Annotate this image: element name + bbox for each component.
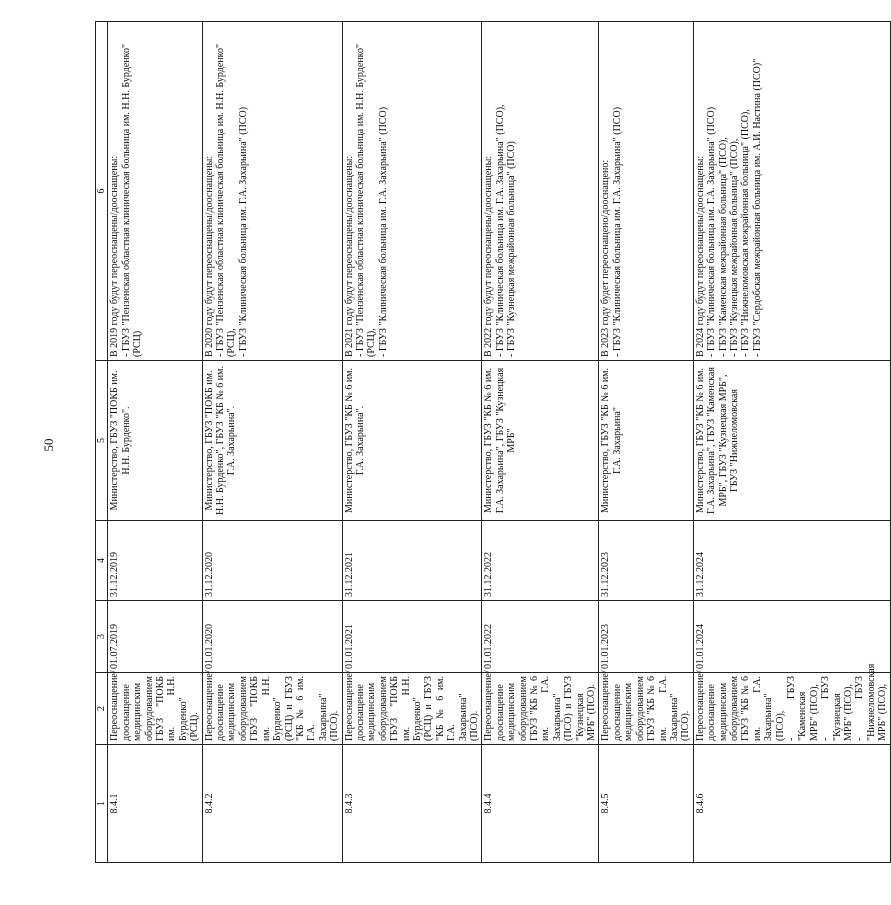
table-row	[693, 22, 890, 863]
expected-result	[482, 22, 599, 361]
end-date: 31.12.2019	[108, 521, 202, 601]
end-date: 31.12.2024	[693, 521, 890, 601]
result-line: - ГБУЗ "Пензенская областная клиническая больница им. Н.Н. Бурденко" (РСЦ),	[354, 43, 378, 357]
header-cell: 2	[96, 673, 108, 745]
responsible: Министерство, ГБУЗ "ПОКБ им. Н.Н. Бурденко", ГБУЗ "КБ № 6 им. Г.А. Захарьина".	[202, 361, 342, 521]
result-line: - ГБУЗ "Клиническая больница им. Г.А. Захарьина" (ПСО)	[377, 106, 389, 357]
responsible: Министерство, ГБУЗ "ПОКБ им. Н.Н. Бурденко".	[108, 361, 202, 521]
result-line: - ГБУЗ "Клиническая больница им. Г.А. Захарьина" (ПСО),	[494, 104, 506, 357]
table-row	[108, 22, 202, 863]
description-line: - ГБУЗ "Нижнеломовская МРБ" (ПСО),	[854, 663, 889, 741]
result-line: В 2022 году будут переоснащены/дооснащены:	[483, 155, 495, 357]
result-line: - ГБУЗ "Нижнеломовская межрайонная больница" (ПСО),	[740, 109, 752, 357]
activity-description: Переоснащение/дооснащение медицинским оборудованием ГБУЗ "ПОКБ им. Н.Н. Бурденко" (РСЦ) и ГБУЗ "КБ № 6 им. Г.А. Захарьина" (ПСО).	[202, 673, 342, 745]
header-cell: 3	[96, 601, 108, 673]
result-line: - ГБУЗ "Клиническая больница им. Г.А. Захарьина" (ПСО)	[706, 106, 718, 357]
row-number: 8.4.1	[108, 745, 202, 863]
result-line: - ГБУЗ "Клиническая больница им. Г.А. Захарьина" (ПСО)	[611, 106, 623, 357]
result-line: В 2020 году будут переоснащены/дооснащены:	[203, 155, 215, 357]
end-date: 31.12.2022	[482, 521, 599, 601]
start-date: 01.07.2019	[108, 601, 202, 673]
table-row	[482, 22, 599, 863]
row-number: 8.4.6	[693, 745, 890, 863]
result-line: В 2019 году будут переоснащены/дооснащены:	[109, 155, 121, 357]
description-line: Переоснащение/дооснащение медицинским оборудованием ГБУЗ "КБ № 6 им. Г.А. Захарьина" (ПСО),	[694, 670, 786, 741]
end-date: 31.12.2020	[202, 521, 342, 601]
activity-description: Переоснащение/дооснащение медицинским оборудованием ГБУЗ "ПОКБ им. Н.Н. Бурденко" (РСЦ) и ГБУЗ "КБ № 6 им. Г.А. Захарьина" (ПСО).	[342, 673, 482, 745]
activities-table	[95, 21, 891, 863]
start-date: 01.01.2023	[599, 601, 693, 673]
responsible: Министерство, ГБУЗ "КБ № 6 им. Г.А. Захарьина", ГБУЗ "Каменская МРБ", ГБУЗ "Кузнецкая МРБ", ГБУЗ "Нижнеломовская	[693, 361, 890, 521]
start-date: 01.01.2020	[202, 601, 342, 673]
row-number: 8.4.3	[342, 745, 482, 863]
table-row	[202, 22, 342, 863]
start-date: 01.01.2024	[693, 601, 890, 673]
expected-result	[693, 22, 890, 361]
end-date: 31.12.2023	[599, 521, 693, 601]
start-date: 01.01.2021	[342, 601, 482, 673]
result-line: - ГБУЗ "Клиническая больница им. Г.А. Захарьина" (ПСО)	[237, 106, 249, 357]
result-line: - ГБУЗ "Кузнецкая межрайонная больница" (ПСО)	[506, 141, 518, 357]
description-line: - ГБУЗ "Кузнецкая МРБ" (ПСО),	[820, 676, 854, 741]
activity-description: Переоснащение/дооснащение медицинским оборудованием ГБУЗ "КБ № 6 им. Г.А. Захарьина" (ПСО).	[599, 673, 693, 745]
expected-result	[342, 22, 482, 361]
rotated-page-content	[95, 22, 889, 863]
table-header-row	[96, 22, 108, 863]
activity-description	[693, 663, 890, 745]
header-cell: 5	[96, 361, 108, 521]
result-line: В 2024 году будут переоснащены/дооснащены:	[694, 155, 706, 357]
description-line: - ГБУЗ "Каменская МРБ" (ПСО),	[785, 676, 820, 741]
activity-description: Переоснащение/дооснащение медицинским оборудованием ГБУЗ "ПОКБ им. Н.Н. Бурденко" (РСЦ).	[108, 673, 202, 745]
row-number: 8.4.5	[599, 745, 693, 863]
row-number: 8.4.4	[482, 745, 599, 863]
responsible: Министерство, ГБУЗ "КБ № 6 им. Г.А. Захарьина"	[599, 361, 693, 521]
start-date: 01.01.2022	[482, 601, 599, 673]
result-line: - ГБУЗ "Сердобская межрайонная больница им. А.И. Настина (ПСО)"	[751, 58, 763, 357]
header-cell: 6	[96, 22, 108, 361]
row-number: 8.4.2	[202, 745, 342, 863]
table-row	[599, 22, 693, 863]
end-date: 31.12.2021	[342, 521, 482, 601]
expected-result	[599, 22, 693, 361]
result-line: - ГБУЗ "Каменская межрайонная больница" (ПСО),	[717, 137, 729, 357]
result-line: В 2021 году будут переоснащены/дооснащены:	[343, 155, 355, 357]
expected-result	[108, 22, 202, 361]
result-line: В 2023 году будет переоснащено/дооснащено:	[600, 159, 612, 357]
header-cell: 4	[96, 521, 108, 601]
page-number: 50	[41, 438, 56, 452]
result-line: - ГБУЗ "Пензенская областная клиническая больница им. Н.Н. Бурденко" (РСЦ)	[120, 43, 144, 357]
result-line: - ГБУЗ "Кузнецкая межрайонная больница" (ПСО),	[728, 138, 740, 357]
activity-description: Переоснащение/дооснащение медицинским оборудованием ГБУЗ "КБ № 6 им. Г.А. Захарьина" (ПСО) и ГБУЗ "Кузнецкая МРБ" (ПСО).	[482, 673, 599, 745]
expected-result	[202, 22, 342, 361]
table-row	[342, 22, 482, 863]
header-cell: 1	[96, 745, 108, 863]
result-line: - ГБУЗ "Пензенская областная клиническая больница им. Н.Н. Бурденко" (РСЦ),	[215, 43, 238, 357]
responsible: Министерство, ГБУЗ "КБ № 6 им. Г.А. Захарьина", ГБУЗ "Кузнецкая МРБ"	[482, 361, 599, 521]
responsible: Министерство, ГБУЗ "КБ № 6 им. Г.А. Захарьина".	[342, 361, 482, 521]
